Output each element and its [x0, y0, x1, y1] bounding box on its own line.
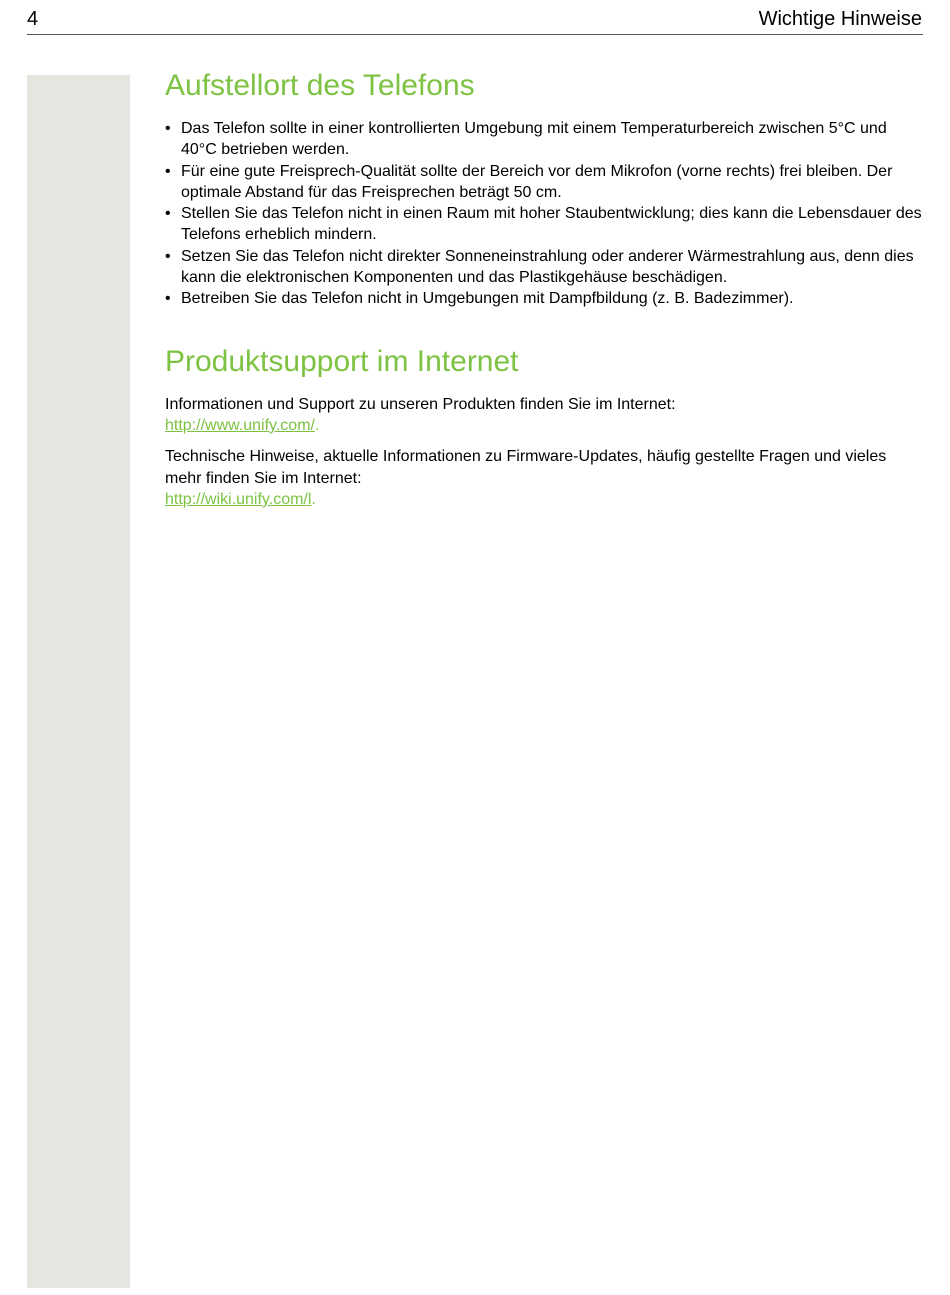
unify-website-link[interactable]: http://www.unify.com/	[165, 416, 315, 434]
bullet-icon: •	[165, 120, 171, 137]
list-item	[165, 203, 925, 246]
bullet-icon: •	[165, 162, 171, 180]
section-title-produktsupport: Produktsupport im Internet	[165, 344, 519, 378]
bullet-text: Stellen Sie das Telefon nicht in einen Raum mit hoher Staubentwicklung; dies kann die Lebensdauer des Telefons erheblich mindern.	[181, 205, 922, 244]
period: .	[314, 416, 320, 434]
wiki-paragraph	[165, 446, 925, 510]
running-title: Wichtige Hinweise	[758, 8, 922, 30]
period: .	[311, 490, 316, 508]
list-item	[165, 246, 925, 289]
support-paragraph	[165, 394, 925, 437]
unify-wiki-link[interactable]: http://wiki.unify.com/l	[165, 490, 312, 508]
list-item	[165, 288, 925, 309]
placement-bullet-list	[165, 118, 925, 310]
support-paragraph-text: Informationen und Support zu unseren Produkten finden Sie im Internet:	[165, 395, 676, 413]
bullet-icon: •	[165, 290, 171, 308]
bullet-text: Für eine gute Freisprech-Qualität sollte der Bereich vor dem Mikrofon (vorne rechts) frei bleiben. Der optimale Abstand für das Freisprechen beträgt 50 cm.	[181, 162, 893, 201]
bullet-text: Setzen Sie das Telefon nicht direkter Sonneneinstrahlung oder anderer Wärmestrahlung aus, denn dies kann die elektronischen Komponenten und das Plastikgehäuse beschädigen.	[181, 247, 914, 287]
page-number: 4	[27, 8, 39, 30]
wiki-paragraph-text: Technische Hinweise, aktuelle Informationen zu Firmware-Updates, häufig gestellte Fragen und vieles mehr finden Sie im Internet:	[165, 448, 887, 487]
page-header	[27, 0, 923, 35]
page-content	[165, 66, 925, 520]
bullet-text: Das Telefon sollte in einer kontrollierten Umgebung mit einem Temperaturbereich zwischen 5°C und 40°C betrieben werden.	[181, 120, 887, 159]
bullet-text: Betreiben Sie das Telefon nicht in Umgebungen mit Dampfbildung (z. B. Badezimmer).	[181, 290, 794, 308]
bullet-icon: •	[165, 205, 171, 223]
list-item	[165, 161, 925, 204]
list-item	[165, 118, 925, 161]
section-title-aufstellort: Aufstellort des Telefons	[165, 69, 475, 102]
bullet-icon: •	[165, 247, 171, 265]
side-band	[27, 75, 130, 1288]
